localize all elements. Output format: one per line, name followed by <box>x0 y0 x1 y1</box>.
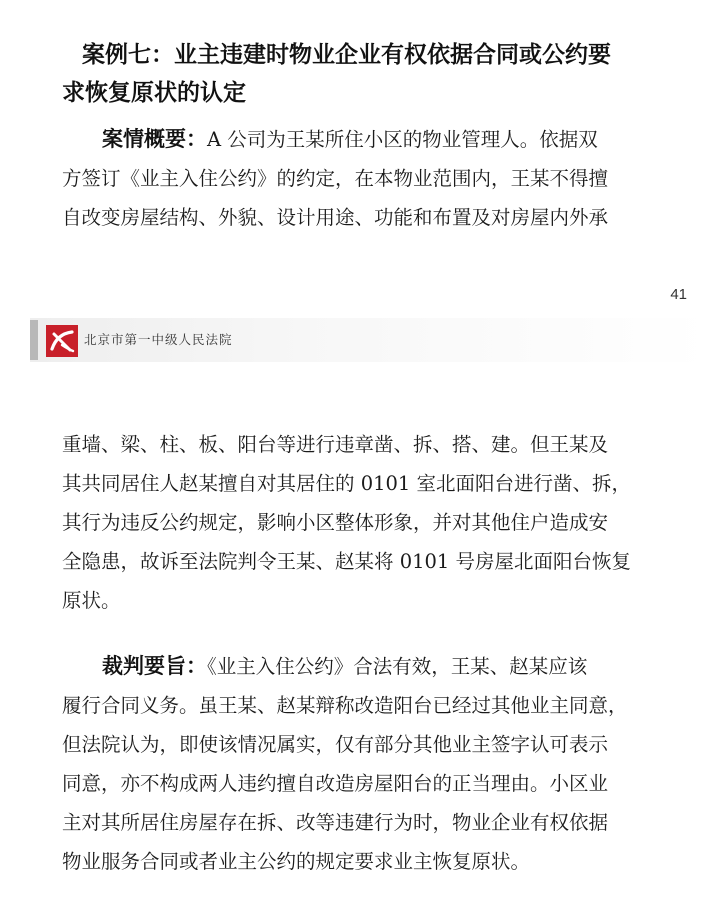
court-logo-icon <box>46 325 78 357</box>
page-title <box>62 36 682 112</box>
judgment-line: 主对其所居住房屋存在拆、改等违建行为时，物业企业有权依据 <box>62 811 609 834</box>
case-summary-line <box>62 120 682 159</box>
title-line-2: 求恢复原状的认定 <box>62 80 246 106</box>
title-line-1: 案例七：业主违建时物业企业有权依据合同或公约要 <box>82 42 611 68</box>
case-summary-line: 方签订《业主入住公约》的约定，在本物业范围内，王某不得擅 <box>62 167 609 190</box>
judgment-line: 履行合同义务。虽王某、赵某辩称改造阳台已经过其他业主同意， <box>62 694 628 717</box>
judgment-line: 同意，亦不构成两人违约擅自改造房屋阳台的正当理由。小区业 <box>62 772 609 795</box>
judgment-line: 但法院认为，即使该情况属实，仅有部分其他业主签字认可表示 <box>62 733 609 756</box>
case-summary-line: 原状。 <box>62 589 121 612</box>
judgment-text: 《业主入住公约》合法有效，王某、赵某应该 <box>207 655 588 678</box>
case-summary-paragraph <box>62 120 682 237</box>
case-summary-text: A 公司为王某所住小区的物业管理人。依据双 <box>207 128 598 151</box>
case-summary-line: 其行为违反公约规定，影响小区整体形象，并对其他住户造成安 <box>62 511 609 534</box>
case-summary-line: 自改变房屋结构、外貌、设计用途、功能和布置及对房屋内外承 <box>62 206 609 229</box>
case-summary-line: 其共同居住人赵某擅自对其居住的 0101 室北面阳台进行凿、拆， <box>62 472 632 495</box>
running-header-bar <box>30 320 38 360</box>
case-summary-heading: 案情概要： <box>102 127 207 151</box>
case-summary-line: 全隐患，故诉至法院判令王某、赵某将 0101 号房屋北面阳台恢复 <box>62 550 632 573</box>
judgment-paragraph <box>62 647 682 881</box>
case-summary-line: 重墙、梁、柱、板、阳台等进行违章凿、拆、搭、建。但王某及 <box>62 433 609 456</box>
case-summary-continued <box>62 425 682 620</box>
judgment-line: 物业服务合同或者业主公约的规定要求业主恢复原状。 <box>62 850 531 873</box>
judgment-heading: 裁判要旨： <box>102 654 207 678</box>
page-number: 41 <box>670 286 687 303</box>
judgment-line <box>62 647 682 686</box>
court-name: 北京市第一中级人民法院 <box>84 332 233 347</box>
